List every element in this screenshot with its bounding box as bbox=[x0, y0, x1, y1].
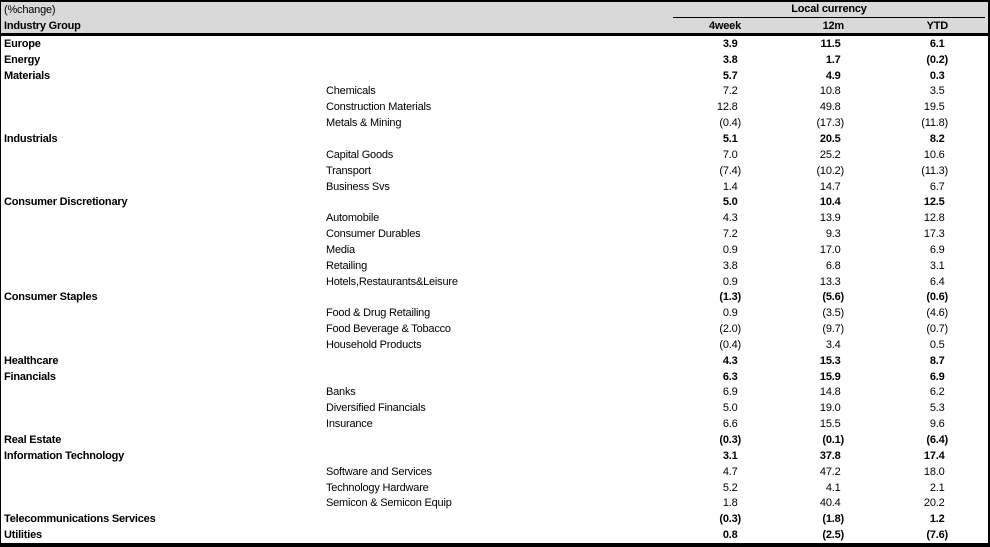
table-row bbox=[1, 511, 988, 527]
table-row bbox=[1, 242, 988, 258]
table-row bbox=[1, 290, 988, 306]
table-row bbox=[1, 385, 988, 401]
value-ytd: (0.2) bbox=[926, 53, 948, 66]
value-4week: 1.8 bbox=[722, 497, 738, 510]
value-4week: 7.0 bbox=[722, 148, 738, 161]
table-row bbox=[1, 194, 988, 210]
value-12m: (17.3) bbox=[816, 117, 844, 130]
value-12m: 17.0 bbox=[819, 243, 841, 256]
industry-group-name: Europe bbox=[4, 37, 41, 50]
value-12m: (2.5) bbox=[822, 529, 844, 542]
value-12m: 4.9 bbox=[825, 69, 841, 82]
value-ytd: (0.7) bbox=[926, 323, 948, 336]
value-12m: 10.4 bbox=[819, 196, 841, 209]
industry-group-name: Consumer Staples bbox=[4, 291, 98, 304]
percent-change-label: (%change) bbox=[4, 4, 56, 16]
value-4week: (0.4) bbox=[719, 338, 741, 351]
value-ytd: 2.1 bbox=[929, 481, 945, 494]
table-row bbox=[1, 305, 988, 321]
table-row bbox=[1, 258, 988, 274]
value-12m: 47.2 bbox=[819, 465, 841, 478]
value-4week: 3.9 bbox=[722, 37, 738, 50]
value-ytd: 0.5 bbox=[929, 338, 945, 351]
table-row bbox=[1, 68, 988, 84]
industry-group-name: Information Technology bbox=[4, 449, 125, 462]
value-12m: 9.3 bbox=[825, 228, 841, 241]
industry-group-name: Industrials bbox=[4, 132, 58, 145]
value-ytd: 6.9 bbox=[929, 243, 945, 256]
header-row-2 bbox=[1, 18, 988, 33]
table-row bbox=[1, 527, 988, 543]
sub-industry-name: Food Beverage & Tobacco bbox=[326, 323, 451, 336]
value-ytd: 8.7 bbox=[929, 354, 945, 367]
value-ytd: 6.2 bbox=[929, 386, 945, 399]
value-12m: 20.5 bbox=[819, 132, 841, 145]
table-row bbox=[1, 495, 988, 511]
value-12m: 37.8 bbox=[819, 449, 841, 462]
value-ytd: (4.6) bbox=[926, 307, 948, 320]
value-ytd: 10.6 bbox=[923, 148, 945, 161]
value-ytd: 6.7 bbox=[929, 180, 945, 193]
value-12m: 3.4 bbox=[825, 338, 841, 351]
value-ytd: (11.3) bbox=[921, 164, 948, 177]
table-row bbox=[1, 163, 988, 179]
value-12m: 15.3 bbox=[819, 354, 841, 367]
value-4week: 0.9 bbox=[722, 307, 738, 320]
value-4week: 7.2 bbox=[722, 228, 738, 241]
value-12m: 25.2 bbox=[819, 148, 841, 161]
value-4week: (7.4) bbox=[719, 164, 741, 177]
value-ytd: 6.1 bbox=[929, 37, 945, 50]
table-row bbox=[1, 36, 988, 52]
value-12m: 14.8 bbox=[819, 386, 841, 399]
value-12m: 49.8 bbox=[819, 101, 841, 114]
value-ytd: 9.6 bbox=[929, 418, 945, 431]
industry-group-name: Real Estate bbox=[4, 434, 62, 447]
value-ytd: 17.4 bbox=[923, 449, 945, 462]
value-12m: 4.1 bbox=[825, 481, 841, 494]
industry-group-name: Utilities bbox=[4, 529, 42, 542]
column-header-ytd: YTD bbox=[926, 19, 948, 32]
sub-industry-name: Consumer Durables bbox=[326, 228, 421, 241]
value-4week: 0.8 bbox=[722, 529, 738, 542]
value-4week: 12.8 bbox=[716, 101, 738, 114]
value-12m: 1.7 bbox=[825, 53, 841, 66]
sub-industry-name: Software and Services bbox=[326, 465, 432, 478]
table-row bbox=[1, 353, 988, 369]
value-4week: (0.4) bbox=[719, 117, 741, 130]
value-12m: (10.2) bbox=[816, 164, 844, 177]
sub-industry-name: Technology Hardware bbox=[326, 481, 429, 494]
industry-group-name: Telecommunications Services bbox=[4, 513, 156, 526]
industry-group-name: Energy bbox=[4, 53, 41, 66]
value-ytd: (6.4) bbox=[926, 434, 948, 447]
value-4week: 6.3 bbox=[722, 370, 738, 383]
value-4week: 5.2 bbox=[722, 481, 738, 494]
table-row bbox=[1, 226, 988, 242]
value-ytd: (0.6) bbox=[926, 291, 948, 304]
table-row bbox=[1, 52, 988, 68]
value-12m: (3.5) bbox=[822, 307, 844, 320]
sub-industry-name: Household Products bbox=[326, 338, 422, 351]
table-row bbox=[1, 84, 988, 100]
table-row bbox=[1, 400, 988, 416]
table-row bbox=[1, 321, 988, 337]
industry-group-name: Consumer Discretionary bbox=[4, 196, 128, 209]
value-12m: (5.6) bbox=[822, 291, 844, 304]
sub-industry-name: Business Svs bbox=[326, 180, 390, 193]
column-header-4week: 4week bbox=[708, 19, 741, 32]
sub-industry-name: Insurance bbox=[326, 418, 373, 431]
table-header bbox=[1, 2, 988, 36]
sub-industry-name: Banks bbox=[326, 386, 356, 399]
table-row bbox=[1, 115, 988, 131]
header-row-1 bbox=[1, 2, 988, 18]
industry-group-name: Healthcare bbox=[4, 354, 59, 367]
value-ytd: (11.8) bbox=[921, 117, 948, 130]
value-12m: (0.1) bbox=[822, 434, 844, 447]
value-4week: (0.3) bbox=[719, 434, 741, 447]
sub-industry-name: Diversified Financials bbox=[326, 402, 426, 415]
value-12m: (1.8) bbox=[822, 513, 844, 526]
table-row bbox=[1, 179, 988, 195]
table-body bbox=[1, 36, 988, 543]
value-4week: 5.1 bbox=[722, 132, 738, 145]
value-ytd: 8.2 bbox=[929, 132, 945, 145]
value-4week: (0.3) bbox=[719, 513, 741, 526]
value-ytd: 12.8 bbox=[923, 212, 945, 225]
value-12m: 14.7 bbox=[819, 180, 841, 193]
table-row bbox=[1, 274, 988, 290]
value-12m: 40.4 bbox=[819, 497, 841, 510]
sub-industry-name: Automobile bbox=[326, 212, 380, 225]
value-4week: 1.4 bbox=[722, 180, 738, 193]
sub-industry-name: Metals & Mining bbox=[326, 117, 402, 130]
value-4week: 3.8 bbox=[722, 53, 738, 66]
value-4week: 6.6 bbox=[722, 418, 738, 431]
table-row bbox=[1, 448, 988, 464]
value-12m: 13.9 bbox=[819, 212, 841, 225]
value-4week: 3.1 bbox=[722, 449, 738, 462]
value-ytd: (7.6) bbox=[926, 529, 948, 542]
value-ytd: 3.1 bbox=[929, 259, 945, 272]
value-12m: (9.7) bbox=[822, 323, 844, 336]
value-ytd: 6.9 bbox=[929, 370, 945, 383]
value-ytd: 18.0 bbox=[923, 465, 945, 478]
value-4week: 4.3 bbox=[722, 212, 738, 225]
value-ytd: 19.5 bbox=[923, 101, 945, 114]
value-4week: 4.3 bbox=[722, 354, 738, 367]
sub-industry-name: Transport bbox=[326, 164, 371, 177]
table-row bbox=[1, 99, 988, 115]
value-4week: 0.9 bbox=[722, 243, 738, 256]
table-row bbox=[1, 210, 988, 226]
value-12m: 10.8 bbox=[819, 85, 841, 98]
value-12m: 13.3 bbox=[819, 275, 841, 288]
value-ytd: 5.3 bbox=[929, 402, 945, 415]
value-4week: (1.3) bbox=[719, 291, 741, 304]
value-4week: 6.9 bbox=[722, 386, 738, 399]
value-ytd: 6.4 bbox=[929, 275, 945, 288]
table-row bbox=[1, 369, 988, 385]
table-row bbox=[1, 432, 988, 448]
value-ytd: 3.5 bbox=[929, 85, 945, 98]
sub-industry-name: Semicon & Semicon Equip bbox=[326, 497, 452, 510]
table-row bbox=[1, 337, 988, 353]
value-4week: (2.0) bbox=[719, 323, 741, 336]
value-12m: 19.0 bbox=[819, 402, 841, 415]
column-header-12m: 12m bbox=[822, 19, 844, 32]
sub-industry-name: Construction Materials bbox=[326, 101, 432, 114]
local-currency-header: Local currency bbox=[673, 2, 985, 18]
value-12m: 15.5 bbox=[819, 418, 841, 431]
value-ytd: 20.2 bbox=[923, 497, 945, 510]
table-row bbox=[1, 416, 988, 432]
value-12m: 11.5 bbox=[820, 37, 841, 50]
value-4week: 4.7 bbox=[722, 465, 738, 478]
value-ytd: 1.2 bbox=[929, 513, 945, 526]
industry-group-name: Financials bbox=[4, 370, 56, 383]
value-ytd: 0.3 bbox=[929, 69, 945, 82]
value-ytd: 12.5 bbox=[923, 196, 945, 209]
value-12m: 15.9 bbox=[819, 370, 841, 383]
value-4week: 3.8 bbox=[722, 259, 738, 272]
value-ytd: 17.3 bbox=[923, 228, 945, 241]
sub-industry-name: Chemicals bbox=[326, 85, 376, 98]
industry-group-header: Industry Group bbox=[4, 19, 81, 32]
sub-industry-name: Retailing bbox=[326, 259, 368, 272]
value-12m: 6.8 bbox=[825, 259, 841, 272]
table-row bbox=[1, 147, 988, 163]
value-4week: 5.7 bbox=[722, 69, 738, 82]
value-4week: 5.0 bbox=[722, 196, 738, 209]
value-4week: 0.9 bbox=[722, 275, 738, 288]
sub-industry-name: Food & Drug Retailing bbox=[326, 307, 431, 320]
table-row bbox=[1, 131, 988, 147]
table-row bbox=[1, 480, 988, 496]
sub-industry-name: Capital Goods bbox=[326, 148, 394, 161]
sub-industry-name: Hotels,Restaurants&Leisure bbox=[326, 275, 458, 288]
sub-industry-name: Media bbox=[326, 243, 355, 256]
value-4week: 7.2 bbox=[722, 85, 738, 98]
value-4week: 5.0 bbox=[722, 402, 738, 415]
table-row bbox=[1, 464, 988, 480]
industry-group-name: Materials bbox=[4, 69, 50, 82]
